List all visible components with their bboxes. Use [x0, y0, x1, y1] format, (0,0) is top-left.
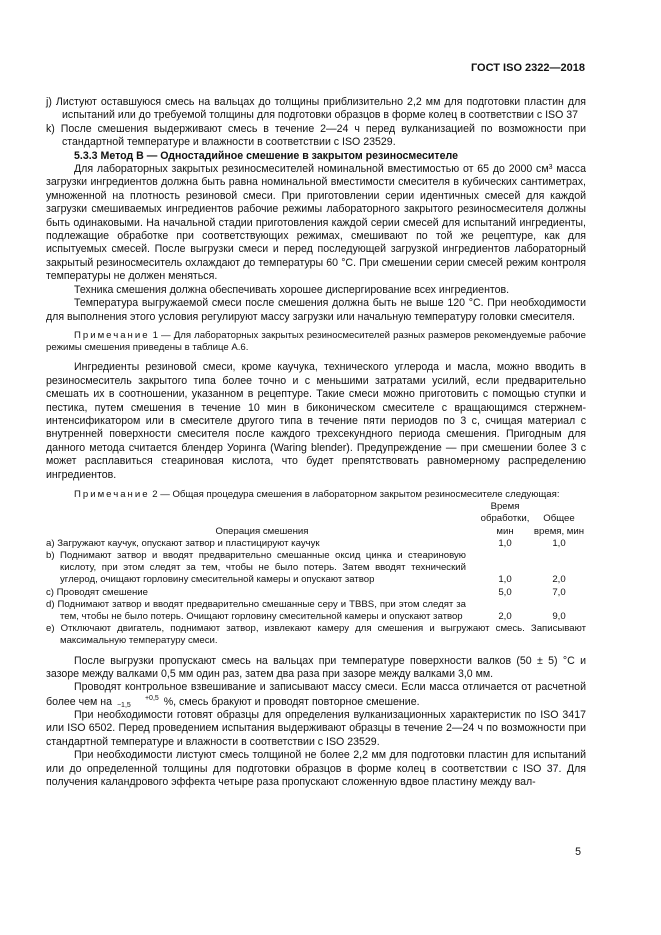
table-header-total: Общее время, мин [533, 513, 585, 537]
tolerance-minus: −1,5 [116, 701, 131, 709]
page-number: 5 [575, 846, 581, 858]
table-cell-operation: b) Поднимают затвор и вводят предварительно смешанные оксид цинка и стеариновую кислоту, при этом следят за тем, чтобы не было потерь. Затем вводят технический углерод, очищают горловину смесительной камеры и опускают затвор [46, 549, 466, 586]
table-cell-operation: a) Загружают каучук, опускают затвор и пластицируют каучук [46, 537, 320, 549]
list-item-j: j) Листуют оставшуюся смесь на вальцах до толщины приблизительно 2,2 мм для подготовки пластин для испытаний или до требуемой толщины для подготовки образцов в форме колец в соответствии с ISO 37 [46, 96, 586, 122]
note-1 [46, 330, 586, 354]
standard-header: ГОСТ ISO 2322—2018 [470, 62, 585, 74]
table-header-time: Время обработки, мин [480, 501, 530, 537]
note-1-text: 1 — Для лабораторных закрытых резиносмесителей разных размеров рекомендуемые рабочие режимы смешения приведены в таблице А.6. [46, 329, 586, 354]
section-title: 5.3.3 Метод В — Одностадийное смешение в закрытом резиносмесителе [74, 149, 458, 162]
paragraph-rolling: После выгрузки пропускают смесь на вальцах при температуре поверхности валков (50 ± 5) °С и зазоре между валками 0,5 мм один раз, затем два раза при зазоре между валками 3,0 мм. [46, 654, 586, 681]
paragraph-ingredients: Ингредиенты резиновой смеси, кроме каучука, технического углерода и масла, можно вводить в резиносмеситель закрытого типа более точно и с меньшими затратами усилий, если предварительно смешать их в соотношении, указанном в рецептуре. Такие смеси можно приготовить с помощью ступки и пестика, путем смешения в течение 10 мин в биконическом смесителе с вращающимся стержнем-интенсификатором или в смесителе другого типа в течение пяти периодов по 3 с, счищая материал с внутренней поверхности смесителя после каждого трехсекундного периода смешения. Пригодным для данного метода считается блендер Уоринга (Waring blender). Предупреждение — при смешении более 3 с может расплавиться стеариновая кислота, что будет препятствовать равномерному распределению ингредиентов. [46, 361, 586, 481]
table-cell-time: 2,0 [498, 611, 512, 622]
tolerance-plus: +0,5 [144, 694, 159, 702]
note-2-text: 2 — Общая процедура смешения в лабораторном закрытом резиносмесителе следующая: [149, 488, 560, 500]
table-cell-total: 1,0 [552, 537, 566, 549]
paragraph-sheeting: При необходимости листуют смесь толщиной не более 2,2 мм для подготовки пластин для испытаний или до определенной толщины для подготовки образцов в форме колец в соответствии с ISO 37. Для получения каландрового эффекта четыре раза пропускают сложенную вдвое пластину между вал- [46, 749, 586, 789]
mixing-procedure-table [46, 501, 586, 623]
table-cell-total: 7,0 [552, 586, 566, 598]
cubic-superscript: 3 [548, 164, 553, 172]
table-row [46, 599, 586, 623]
table-cell-operation: c) Проводят смешение [46, 586, 148, 598]
table-cell-total: 2,0 [552, 574, 566, 586]
table-row [46, 538, 586, 550]
table-row [46, 550, 586, 587]
paragraph-dispersion: Техника смешения должна обеспечивать хорошее диспергирование всех ингредиентов. [74, 283, 510, 296]
list-item-k: k) После смешения выдерживают смесь в течение 2—24 ч перед вулканизацией по возможности при стандартной температуре и влажности в соответствии с ISO 23529. [46, 122, 586, 149]
note-2-label: Примечание [74, 488, 150, 500]
table-cell-time: 5,0 [498, 586, 512, 598]
table-cell-operation: d) Поднимают затвор и вводят предварительно смешанные серу и TBBS, при этом следят за тем, чтобы не было потерь. Очищают горловину смесительной камеры и опускают затвор [46, 598, 466, 622]
note-2 [46, 489, 586, 501]
paragraph-capacity-start: Для лабораторных закрытых резиносмесителей номинальной вместимостью от 65 до 2000 см [74, 163, 549, 176]
paragraph-vulcanization: При необходимости готовят образцы для определения вулканизационных характеристик по ISO 3417 или ISO 6502. Перед проведением испытания выдерживают образцы в течение 2—24 ч по возможности при стандартной температуре и влажности в соответствии с ISO 23529. [46, 709, 586, 748]
mass-tolerance [117, 695, 159, 709]
note-1-label: Примечание [74, 329, 150, 341]
table-cell-total: 9,0 [552, 611, 566, 622]
paragraph-weighing [46, 681, 586, 709]
table-cell-time: 1,0 [498, 574, 512, 586]
table-cell-time: 1,0 [498, 537, 512, 549]
paragraph-capacity-rest: масса загрузки ингредиентов должна быть равна номинальной вместимости смесителя в кубических сантиметрах, умноженной на плотность резиновой смеси. При приготовлении серии идентичных смесей для каждой загрузки смешиваемых ингредиентов рабочие режимы лабораторного закрытого резиносмесителя должны быть одинаковыми. На начальной стадии приготовления каждой серии смесей для испытаний ингредиенты, подлежащие обработке при соответствующих режимах, смешивают по той же рецептуре, как для испытуемых смесей. После выгрузки смеси и перед последующей загрузкой ингредиентов лабораторный закрытый резиносмеситель охлаждают до температуры 60 °С. При смешении серии смесей режим контроля температуры не должен меняться. [46, 163, 586, 283]
table-step-e: e) Отключают двигатель, поднимают затвор, извлекают камеру для смешения и выгружают смесь. Записывают максимальную температуру смеси. [46, 623, 586, 647]
paragraph-weighing-start: Проводят контрольное взвешивание и записывают массу смеси. Если масса отличается от расчетной более чем на [46, 681, 586, 708]
paragraph-capacity [46, 163, 586, 284]
paragraph-weighing-rest: %, смесь бракуют и проводят повторное смешение. [160, 695, 420, 708]
page-content [46, 96, 586, 789]
table-header-operation: Операция смешения [215, 525, 309, 537]
table-row [46, 587, 586, 599]
paragraph-temperature: Температура выгружаемой смеси после смешения должна быть не выше 120 °С. При необходимости для выполнения этого условия регулируют массу загрузки или начальную температуру головки смесителя. [46, 297, 586, 323]
